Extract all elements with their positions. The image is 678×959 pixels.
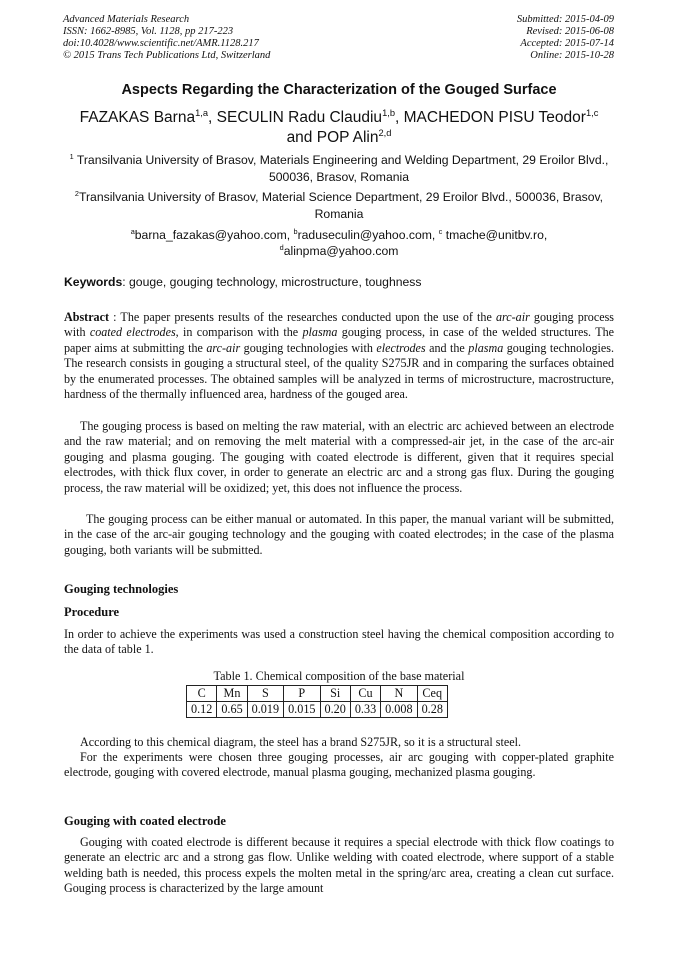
abstract-emphasis: plasma (468, 340, 504, 355)
body-paragraph: The gouging process can be either manual or automated. In this paper, the manual variant will be submitted, in the case of the arc-air gouging technology and the gouging with coated electrodes; in the case of the plasma gouging, both variants will be submitted. (64, 512, 614, 557)
table-cell: 0.008 (381, 702, 417, 718)
abstract-emphasis: plasma (302, 325, 338, 340)
abstract-text: : The paper presents results of the researches conducted upon the use of the (109, 310, 496, 324)
keywords (64, 275, 614, 289)
abstract-text: gouging process, in case of the welded structures. The paper aims at submitting the (64, 325, 614, 355)
table-row (187, 702, 448, 718)
author-name: POP Alin (316, 129, 379, 146)
abstract-emphasis: arc-air (495, 310, 530, 324)
subsection-heading: Gouging with coated electrode (64, 814, 226, 828)
table-header-cell: S (247, 686, 283, 702)
email-mark: b (293, 226, 298, 236)
abstract-emphasis: arc-air (206, 340, 241, 355)
email-link[interactable]: tmache@unitbv.ro, (445, 228, 548, 242)
date-accepted: Accepted: 2015-07-14 (520, 38, 614, 49)
author-connector: and (286, 129, 317, 146)
keywords-text: : gouge, gouging technology, microstructure, toughness (122, 275, 422, 289)
affiliation-mark: 2 (74, 188, 79, 198)
abstract-emphasis: coated electrodes (89, 325, 176, 340)
date-revised: Revised: 2015-06-08 (526, 26, 614, 37)
date-submitted: Submitted: 2015-04-09 (516, 14, 614, 25)
abstract-text: gouging technologies with (240, 340, 377, 355)
abstract-paragraph (64, 310, 614, 402)
journal-issn: ISSN: 1662-8985, Vol. 1128, pp 217-223 (63, 26, 234, 37)
date-online: Online: 2015-10-28 (530, 50, 614, 61)
table-header-cell: Cu (350, 686, 380, 702)
affiliation-mark: 1 (69, 151, 74, 161)
journal-name: Advanced Materials Research (63, 14, 190, 25)
affiliation-2 (64, 189, 614, 223)
author-list: FAZAKAS Barna$^{1,a}$, SECULIN Radu Claudiu$^{1,b}$, MACHEDON PISU Teodor$^{1,c}$ and POP Alin$^{2,d}$ (79, 107, 599, 146)
abstract-emphasis: electrodes (376, 340, 426, 355)
table-header-cell: C (187, 686, 217, 702)
table-header-row (187, 686, 448, 702)
body-paragraph: Gouging with coated electrode is different because it requires a special electrode with thick flow coatings to generate an electric arc and a strong gas flow. Unlike welding with coated electrode, where support of a stable welding bath is needed, this process expels the molten metal in the spring/arc area, creating a clean cut surface. Gouging process is characterized by the large amount (64, 835, 614, 896)
table-cell: 0.28 (417, 702, 447, 718)
table-cell: 0.20 (320, 702, 350, 718)
table-caption: Table 1. Chemical composition of the base material (213, 669, 465, 683)
email-link[interactable]: alinpma@yahoo.com (283, 244, 399, 258)
table-header-cell: Ceq (417, 686, 447, 702)
author-name: SECULIN Radu Claudiu (216, 109, 383, 126)
chemical-composition-table (186, 685, 448, 718)
table-cell: 0.015 (284, 702, 320, 718)
table-cell: 0.65 (217, 702, 247, 718)
email-mark: a (130, 226, 135, 236)
body-paragraph: According to this chemical diagram, the steel has a brand S275JR, so it is a structural steel. (80, 735, 521, 749)
submission-dates (517, 14, 614, 62)
email-mark: d (279, 242, 284, 252)
journal-doi: doi:10.4028/www.scientific.net/AMR.1128.217 (63, 38, 259, 49)
table-cell: 0.019 (247, 702, 283, 718)
affiliation-text: Transilvania University of Brasov, Material Science Department, 29 Eroilor Blvd., 500036, Brasov, Romania (79, 190, 604, 221)
email-link[interactable]: barna_fazakas@yahoo.com, (134, 228, 294, 242)
affiliation-text: Transilvania University of Brasov, Materials Engineering and Welding Department, 29 Eroilor Blvd., 500036, Brasov, Romania (76, 153, 609, 184)
email-link[interactable]: raduseculin@yahoo.com, (297, 228, 439, 242)
email-list (64, 227, 614, 259)
section-heading: Gouging technologies (64, 582, 179, 596)
author-affil-mark: 1,c (585, 107, 599, 118)
abstract-text: and the (425, 340, 469, 355)
author-affil-mark: 2,d (378, 127, 392, 138)
abstract-text: gouging process with (64, 310, 614, 340)
author-name: MACHEDON PISU Teodor (403, 109, 586, 126)
journal-info (63, 14, 270, 62)
table-header-cell: Mn (217, 686, 247, 702)
table-header-cell: N (381, 686, 417, 702)
abstract-text: gouging technologies. The research consists in gouging a structural steel, of the quality S275JR and in comparing the surfaces obtained by the enumerated processes. The obtained samples will be analyzed in terms of microstructure, macrostructure, hardness of the thermally influenced area, hardness of the gouged area. (64, 340, 614, 402)
body-paragraph: In order to achieve the experiments was used a construction steel having the chemical composition according to the data of table 1. (64, 627, 614, 657)
table-cell: 0.12 (187, 702, 217, 718)
table-header-cell: Si (320, 686, 350, 702)
affiliation-1 (64, 152, 614, 186)
author-affil-mark: 1,a (195, 107, 209, 118)
abstract-label: Abstract (64, 310, 110, 324)
keywords-label: Keywords (64, 275, 123, 289)
table-cell: 0.33 (350, 702, 380, 718)
subsection-heading: Procedure (64, 605, 120, 619)
author-name: FAZAKAS Barna (79, 109, 196, 126)
abstract-text: , in comparison with the (175, 325, 303, 340)
author-affil-mark: 1,b (382, 107, 395, 118)
email-mark: c (438, 226, 443, 236)
body-paragraph: For the experiments were chosen three gouging processes, air arc gouging with copper-plated graphite electrode, gouging with covered electrode, manual plasma gouging, mechanized plasma gouging. (64, 750, 614, 780)
journal-copyright: © 2015 Trans Tech Publications Ltd, Switzerland (63, 50, 271, 61)
table-header-cell: P (284, 686, 320, 702)
paper-title: Aspects Regarding the Characterization of the Gouged Surface (121, 82, 557, 98)
body-paragraph: The gouging process is based on melting the raw material, with an electric arc achieved between an electrode and the raw material; and on removing the melt material with a compressed-air jet, in the case of the arc-air gouging and plasma gouging. The gouging with coated electrode is different, given that it requires special electrodes, with thick flux cover, in order to generate an electric arc and a strong gas flux. During the gouging process, the raw material will be oxidized; yet, this does not influence the process. (64, 419, 614, 495)
